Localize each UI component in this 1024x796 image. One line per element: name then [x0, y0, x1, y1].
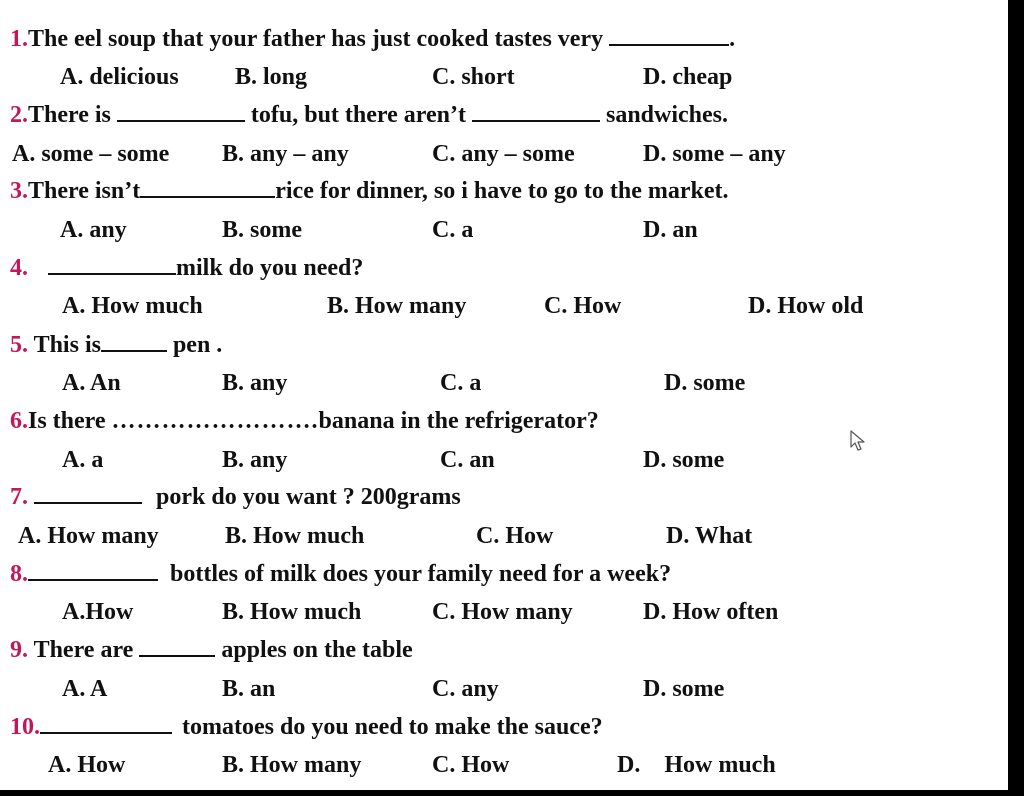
- option-a: A. How: [48, 752, 126, 778]
- option-d: D. cheap: [643, 64, 733, 90]
- option-b: B. any: [222, 447, 288, 473]
- option-d: D. What: [666, 523, 753, 549]
- option-d: D. an: [643, 217, 698, 243]
- question-4: 4. milk do you need?: [10, 255, 364, 281]
- answer-blank: [139, 635, 215, 657]
- option-d: D. some: [643, 676, 725, 702]
- option-a: A. any: [60, 217, 127, 243]
- option-c: C. How: [432, 752, 510, 778]
- answer-blank: [117, 100, 245, 122]
- answer-blank: [34, 482, 142, 504]
- option-c: C. any: [432, 676, 499, 702]
- option-d: D. some – any: [643, 141, 786, 167]
- option-a: A. How many: [18, 523, 159, 549]
- question-7: 7. pork do you want ? 200grams: [10, 484, 461, 510]
- mouse-cursor-icon: [850, 430, 866, 452]
- option-c: C. an: [440, 447, 495, 473]
- option-c: C. any – some: [432, 141, 575, 167]
- option-c: C. a: [440, 370, 482, 396]
- question-text: The eel soup that your father has just cooked tastes very: [28, 26, 604, 52]
- option-a: A. a: [62, 447, 104, 473]
- option-b: B. How much: [225, 523, 365, 549]
- option-a: A. How much: [62, 293, 203, 319]
- option-c: C. short: [432, 64, 515, 90]
- answer-blank: [48, 253, 176, 275]
- answer-blank: [140, 176, 275, 198]
- question-8: 8. bottles of milk does your family need for a week?: [10, 561, 672, 587]
- option-b: B. How many: [327, 293, 467, 319]
- answer-blank: [28, 559, 158, 581]
- option-c: C. How: [476, 523, 554, 549]
- option-d: D. How much: [617, 752, 776, 778]
- option-d: D. some: [664, 370, 746, 396]
- question-1: 1.The eel soup that your father has just cooked tastes very .: [10, 26, 736, 52]
- answer-dots: …………………….: [111, 408, 319, 434]
- option-d: D. How old: [748, 293, 864, 319]
- option-b: B. any: [222, 370, 288, 396]
- question-5: 5. This is pen .: [10, 332, 223, 358]
- option-c: C. How: [544, 293, 622, 319]
- option-b: B. an: [222, 676, 276, 702]
- option-b: B. any – any: [222, 141, 349, 167]
- answer-blank: [472, 100, 600, 122]
- option-b: B. some: [222, 217, 302, 243]
- option-b: B. long: [235, 64, 308, 90]
- option-a: A.How: [62, 599, 134, 625]
- question-10: 10. tomatoes do you need to make the sauce?: [10, 714, 603, 740]
- answer-blank: [101, 330, 167, 352]
- option-a: A. some – some: [12, 141, 170, 167]
- option-b: B. How much: [222, 599, 362, 625]
- option-a: A. A: [62, 676, 108, 702]
- option-c: C. a: [432, 217, 474, 243]
- option-d: D. How often: [643, 599, 779, 625]
- option-b: B. How many: [222, 752, 362, 778]
- option-d: D. some: [643, 447, 725, 473]
- question-3: 3.There isn’t rice for dinner, so i have to go to the market.: [10, 178, 729, 204]
- option-c: C. How many: [432, 599, 573, 625]
- question-6: 6.Is there …………………….banana in the refrigerator?: [10, 408, 599, 434]
- option-a: A. An: [62, 370, 121, 396]
- answer-blank: [609, 24, 729, 46]
- question-9: 9. There are apples on the table: [10, 637, 413, 663]
- option-a: A. delicious: [60, 64, 179, 90]
- answer-blank: [40, 712, 172, 734]
- question-2: 2.There is tofu, but there aren’t sandwiches.: [10, 102, 729, 128]
